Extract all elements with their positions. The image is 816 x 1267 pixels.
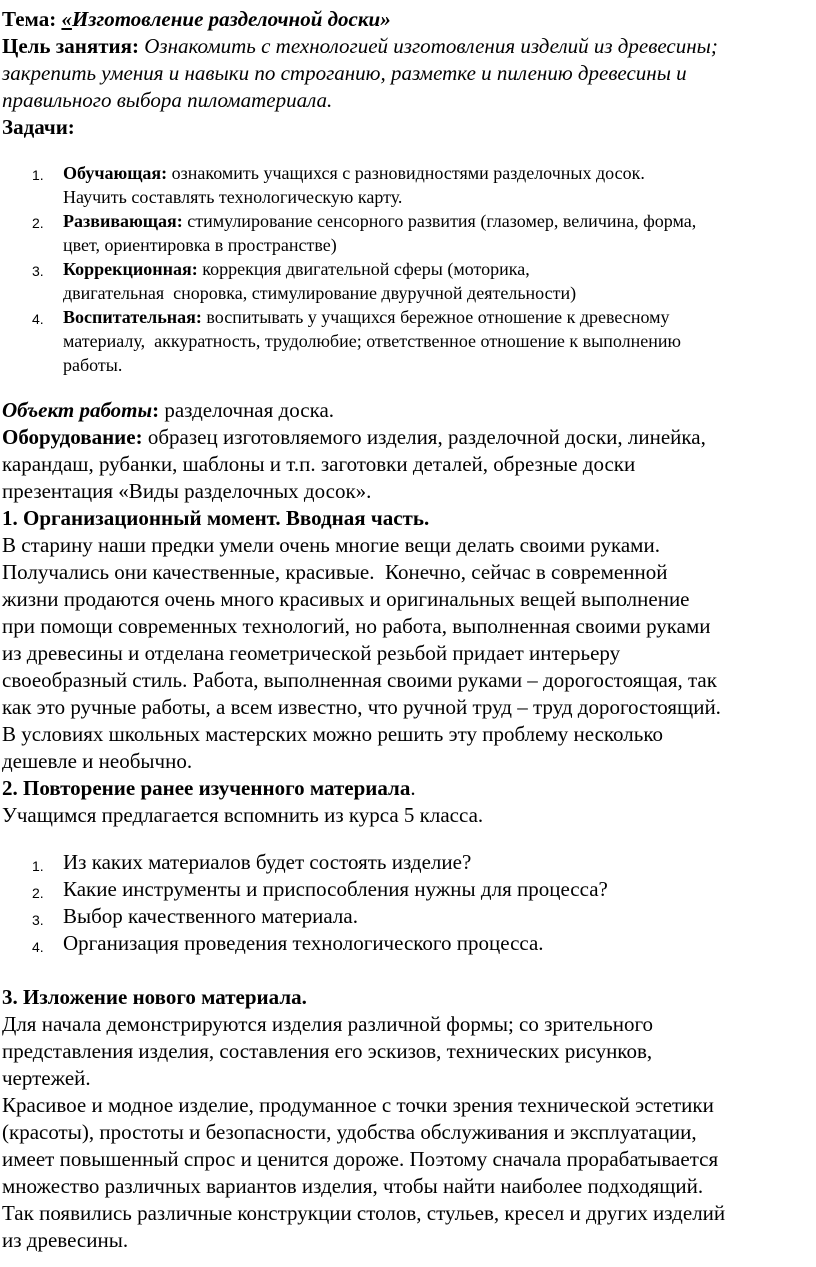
task-text: цвет, ориентировка в пространстве): [63, 235, 337, 255]
section2-heading-line: [2, 775, 816, 802]
task-number: 1.: [32, 167, 44, 183]
task-number: 3.: [32, 263, 44, 279]
topic-quote-open: «: [61, 7, 72, 31]
section1-line: В старину наши предки умели очень многие вещи делать своими руками.: [2, 533, 660, 557]
topic-title: Изготовление разделочной доски»: [71, 7, 391, 31]
review-question-item: [2, 903, 816, 930]
tasks-label: Задачи:: [2, 115, 75, 139]
equipment-line-3: презентация «Виды разделочных досок».: [2, 479, 372, 503]
section3-heading: 3. Изложение нового материала.: [2, 985, 307, 1009]
section3-line: имеет повышенный спрос и ценится дороже. Поэтому сначала прорабатывается: [2, 1147, 719, 1171]
task-item: [2, 209, 816, 257]
review-question-number: 2.: [32, 885, 44, 901]
review-question-number: 4.: [32, 939, 44, 955]
task-number: 2.: [32, 215, 44, 231]
section1-line: Получались они качественные, красивые. Конечно, сейчас в современной: [2, 560, 668, 584]
object-label: Объект работы: [2, 398, 153, 422]
review-question-text: Из каких материалов будет состоять изделие?: [63, 850, 472, 874]
section1-line: из древесины и отделана геометрической резьбой придает интерьеру: [2, 641, 621, 665]
section3-line: чертежей.: [2, 1066, 91, 1090]
section2-heading-tail: .: [410, 776, 416, 800]
equipment-text-1: образец изготовляемого изделия, разделочной доски, линейка,: [142, 425, 706, 449]
task-number: 4.: [32, 311, 44, 327]
task-label: Воспитательная:: [63, 307, 202, 327]
equipment-line-1: [2, 424, 816, 451]
review-question-item: [2, 930, 816, 957]
section2-intro: Учащимся предлагается вспомнить из курса 5 класса.: [2, 803, 484, 827]
task-label: Развивающая:: [63, 211, 183, 231]
task-text: коррекция двигательной сферы (моторика,: [202, 259, 530, 279]
task-label: Обучающая:: [63, 163, 168, 183]
task-text: материалу, аккуратность, трудолюбие; ответственное отношение к выполнению: [63, 331, 681, 351]
review-question-item: [2, 849, 816, 876]
section3-line: из древесины.: [2, 1228, 129, 1252]
object-colon: :: [152, 398, 160, 422]
task-text: ознакомить учащихся с разновидностями разделочных досок.: [171, 163, 645, 183]
review-question-item: [2, 876, 816, 903]
goal-label: Цель занятия:: [2, 34, 139, 58]
goal-line-3: правильного выбора пиломатериала.: [2, 88, 333, 112]
review-question-number: 1.: [32, 858, 44, 874]
task-text: стимулирование сенсорного развития (глазомер, величина, форма,: [187, 211, 697, 231]
review-question-text: Выбор качественного материала.: [63, 904, 358, 928]
equipment-line-2: карандаш, рубанки, шаблоны и т.п. заготовки деталей, обрезные доски: [2, 452, 636, 476]
topic-line: [2, 6, 816, 33]
goal-line-2: закрепить умения и навыки по строганию, разметке и пилению древесины и: [2, 61, 687, 85]
goal-line-1: [2, 33, 816, 60]
section1-line: жизни продаются очень много красивых и оригинальных вещей выполнение: [2, 587, 690, 611]
tasks-list: [2, 161, 816, 377]
object-value: разделочная доска.: [159, 398, 335, 422]
review-question-text: Организация проведения технологического процесса.: [63, 931, 544, 955]
review-question-text: Какие инструменты и приспособления нужны для процесса?: [63, 877, 608, 901]
section1-line: при помощи современных технологий, но работа, выполненная своими руками: [2, 614, 711, 638]
section3-line: Так появились различные конструкции столов, стульев, кресел и других изделий: [2, 1201, 726, 1225]
task-text: Научить составлять технологическую карту.: [63, 187, 403, 207]
task-item: [2, 257, 816, 305]
task-text: двигательная сноровка, стимулирование двуручной деятельности): [63, 283, 577, 303]
goal-text-1: Ознакомить с технологией изготовления изделий из древесины;: [144, 34, 718, 58]
section3-line: Красивое и модное изделие, продуманное с точки зрения технической эстетики: [2, 1093, 714, 1117]
object-line: [2, 397, 816, 424]
equipment-label: Оборудование:: [2, 425, 143, 449]
section3-line: (красоты), простоты и безопасности, удобства обслуживания и эксплуатации,: [2, 1120, 697, 1144]
section3-line: представления изделия, составления его эскизов, технических рисунков,: [2, 1039, 653, 1063]
review-questions-list: [2, 849, 816, 957]
section1-line: как это ручные работы, а всем известно, что ручной труд – труд дорогостоящий.: [2, 695, 721, 719]
task-text: воспитывать у учащихся бережное отношение к древесному: [206, 307, 670, 327]
review-question-number: 3.: [32, 912, 44, 928]
task-item: [2, 161, 816, 209]
section1-line: своеобразный стиль. Работа, выполненная своими руками – дорогостоящая, так: [2, 668, 717, 692]
section3-line: Для начала демонстрируются изделия различной формы; со зрительного: [2, 1012, 654, 1036]
section1-line: В условиях школьных мастерских можно решить эту проблему несколько: [2, 722, 663, 746]
section2-heading: 2. Повторение ранее изученного материала: [2, 776, 411, 800]
section1-line: дешевле и необычно.: [2, 749, 193, 773]
topic-label: Тема:: [2, 7, 57, 31]
task-item: [2, 305, 816, 377]
task-label: Коррекционная:: [63, 259, 198, 279]
section3-line: множество различных вариантов изделия, чтобы найти наиболее подходящий.: [2, 1174, 704, 1198]
task-text: работы.: [63, 355, 123, 375]
section1-heading: 1. Организационный момент. Вводная часть.: [2, 506, 430, 530]
